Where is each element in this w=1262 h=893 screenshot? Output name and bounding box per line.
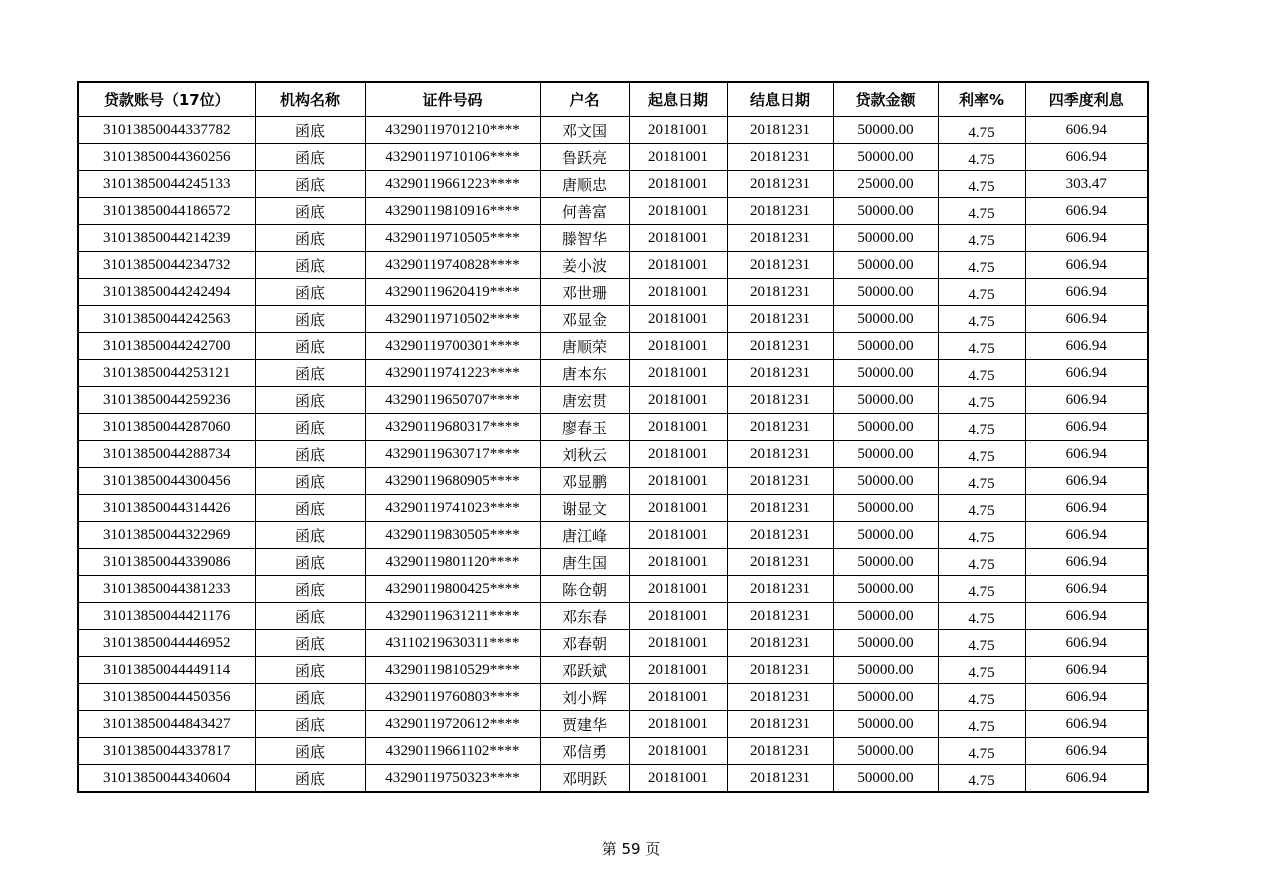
interest-rate-cell — [938, 306, 1025, 333]
loan-amount-cell: 50000.00 — [833, 117, 938, 144]
end-date-cell: 20181231 — [727, 306, 833, 333]
id-number-cell: 43290119800425**** — [365, 576, 540, 603]
interest-rate-cell — [938, 360, 1025, 387]
header-start-date: 起息日期 — [629, 82, 727, 117]
loan-account-cell: 31013850044245133 — [78, 171, 255, 198]
institution-cell: 函底 — [255, 657, 365, 684]
q4-interest-cell: 606.94 — [1025, 630, 1148, 657]
end-date-cell: 20181231 — [727, 387, 833, 414]
account-name-cell: 唐宏贯 — [540, 387, 629, 414]
table-row — [78, 522, 1148, 549]
loan-account-cell: 31013850044450356 — [78, 684, 255, 711]
header-loan-amount: 贷款金额 — [833, 82, 938, 117]
interest-rate-cell — [938, 117, 1025, 144]
interest-rate-cell — [938, 468, 1025, 495]
end-date-cell: 20181231 — [727, 738, 833, 765]
q4-interest-cell: 606.94 — [1025, 684, 1148, 711]
id-number-cell: 43290119631211**** — [365, 603, 540, 630]
q4-interest-cell: 606.94 — [1025, 738, 1148, 765]
table-row — [78, 306, 1148, 333]
q4-interest-cell: 606.94 — [1025, 549, 1148, 576]
account-name-cell: 姜小波 — [540, 252, 629, 279]
start-date-cell: 20181001 — [629, 144, 727, 171]
table-row — [78, 684, 1148, 711]
interest-rate-cell — [938, 387, 1025, 414]
table-row — [78, 441, 1148, 468]
loan-account-cell: 31013850044242494 — [78, 279, 255, 306]
account-name-cell: 刘秋云 — [540, 441, 629, 468]
table-row — [78, 468, 1148, 495]
account-name-cell: 邓显金 — [540, 306, 629, 333]
id-number-cell: 43290119700301**** — [365, 333, 540, 360]
institution-cell: 函底 — [255, 117, 365, 144]
loan-account-cell: 31013850044381233 — [78, 576, 255, 603]
account-name-cell: 唐生国 — [540, 549, 629, 576]
institution-cell: 函底 — [255, 225, 365, 252]
interest-rate-cell — [938, 144, 1025, 171]
id-number-cell: 43290119801120**** — [365, 549, 540, 576]
institution-cell: 函底 — [255, 306, 365, 333]
end-date-cell: 20181231 — [727, 630, 833, 657]
loan-amount-cell: 50000.00 — [833, 306, 938, 333]
id-number-cell: 43290119720612**** — [365, 711, 540, 738]
q4-interest-cell: 606.94 — [1025, 360, 1148, 387]
institution-cell: 函底 — [255, 387, 365, 414]
start-date-cell: 20181001 — [629, 711, 727, 738]
loan-amount-cell: 50000.00 — [833, 144, 938, 171]
account-name-cell: 陈仓朝 — [540, 576, 629, 603]
id-number-cell: 43290119680905**** — [365, 468, 540, 495]
institution-cell: 函底 — [255, 576, 365, 603]
end-date-cell: 20181231 — [727, 414, 833, 441]
loan-interest-table — [77, 81, 1149, 793]
end-date-cell: 20181231 — [727, 576, 833, 603]
id-number-cell: 43290119741223**** — [365, 360, 540, 387]
table-row — [78, 738, 1148, 765]
table-row — [78, 225, 1148, 252]
start-date-cell: 20181001 — [629, 495, 727, 522]
interest-rate-cell — [938, 414, 1025, 441]
page-number: 第 59 页 — [601, 840, 661, 858]
end-date-cell: 20181231 — [727, 360, 833, 387]
interest-rate-cell — [938, 711, 1025, 738]
loan-account-cell: 31013850044322969 — [78, 522, 255, 549]
end-date-cell: 20181231 — [727, 225, 833, 252]
end-date-cell: 20181231 — [727, 684, 833, 711]
end-date-cell: 20181231 — [727, 765, 833, 793]
interest-rate-value: 4.75 — [968, 259, 995, 276]
start-date-cell: 20181001 — [629, 387, 727, 414]
q4-interest-cell: 606.94 — [1025, 576, 1148, 603]
table-body — [78, 117, 1148, 793]
interest-rate-value: 4.75 — [968, 151, 995, 168]
account-name-cell: 邓春朝 — [540, 630, 629, 657]
q4-interest-cell: 606.94 — [1025, 657, 1148, 684]
id-number-cell: 43290119701210**** — [365, 117, 540, 144]
loan-account-cell: 31013850044337817 — [78, 738, 255, 765]
header-id-number: 证件号码 — [365, 82, 540, 117]
interest-rate-value: 4.75 — [968, 124, 995, 141]
interest-rate-cell — [938, 549, 1025, 576]
start-date-cell: 20181001 — [629, 306, 727, 333]
start-date-cell: 20181001 — [629, 117, 727, 144]
account-name-cell: 邓明跃 — [540, 765, 629, 793]
interest-rate-value: 4.75 — [968, 610, 995, 627]
start-date-cell: 20181001 — [629, 225, 727, 252]
id-number-cell: 43290119710106**** — [365, 144, 540, 171]
start-date-cell: 20181001 — [629, 630, 727, 657]
account-name-cell: 邓世珊 — [540, 279, 629, 306]
interest-rate-value: 4.75 — [968, 286, 995, 303]
end-date-cell: 20181231 — [727, 603, 833, 630]
table-row — [78, 252, 1148, 279]
interest-rate-value: 4.75 — [968, 367, 995, 384]
table-row — [78, 630, 1148, 657]
q4-interest-cell: 606.94 — [1025, 711, 1148, 738]
start-date-cell: 20181001 — [629, 171, 727, 198]
account-name-cell: 唐江峰 — [540, 522, 629, 549]
interest-rate-cell — [938, 225, 1025, 252]
loan-account-cell: 31013850044360256 — [78, 144, 255, 171]
loan-amount-cell: 50000.00 — [833, 360, 938, 387]
interest-rate-cell — [938, 171, 1025, 198]
institution-cell: 函底 — [255, 630, 365, 657]
loan-account-cell: 31013850044288734 — [78, 441, 255, 468]
id-number-cell: 43290119810529**** — [365, 657, 540, 684]
account-name-cell: 谢显文 — [540, 495, 629, 522]
table-row — [78, 279, 1148, 306]
id-number-cell: 43290119750323**** — [365, 765, 540, 793]
interest-rate-value: 4.75 — [968, 718, 995, 735]
start-date-cell: 20181001 — [629, 333, 727, 360]
institution-cell: 函底 — [255, 738, 365, 765]
interest-rate-cell — [938, 738, 1025, 765]
id-number-cell: 43290119650707**** — [365, 387, 540, 414]
table-row — [78, 495, 1148, 522]
loan-amount-cell: 50000.00 — [833, 441, 938, 468]
loan-account-cell: 31013850044186572 — [78, 198, 255, 225]
end-date-cell: 20181231 — [727, 495, 833, 522]
loan-amount-cell: 50000.00 — [833, 630, 938, 657]
header-end-date: 结息日期 — [727, 82, 833, 117]
institution-cell: 函底 — [255, 495, 365, 522]
loan-account-cell: 31013850044287060 — [78, 414, 255, 441]
account-name-cell: 唐本东 — [540, 360, 629, 387]
id-number-cell: 43290119760803**** — [365, 684, 540, 711]
q4-interest-cell: 606.94 — [1025, 117, 1148, 144]
institution-cell: 函底 — [255, 711, 365, 738]
q4-interest-cell: 606.94 — [1025, 198, 1148, 225]
table-row — [78, 549, 1148, 576]
q4-interest-cell: 606.94 — [1025, 603, 1148, 630]
loan-amount-cell: 50000.00 — [833, 603, 938, 630]
loan-amount-cell: 50000.00 — [833, 225, 938, 252]
loan-amount-cell: 50000.00 — [833, 549, 938, 576]
q4-interest-cell: 606.94 — [1025, 279, 1148, 306]
q4-interest-cell: 606.94 — [1025, 522, 1148, 549]
institution-cell: 函底 — [255, 603, 365, 630]
account-name-cell: 刘小辉 — [540, 684, 629, 711]
end-date-cell: 20181231 — [727, 657, 833, 684]
loan-account-cell: 31013850044339086 — [78, 549, 255, 576]
table-row — [78, 333, 1148, 360]
interest-rate-cell — [938, 765, 1025, 793]
loan-account-cell: 31013850044314426 — [78, 495, 255, 522]
loan-account-cell: 31013850044242700 — [78, 333, 255, 360]
institution-cell: 函底 — [255, 414, 365, 441]
institution-cell: 函底 — [255, 333, 365, 360]
start-date-cell: 20181001 — [629, 738, 727, 765]
interest-rate-value: 4.75 — [968, 340, 995, 357]
loan-amount-cell: 50000.00 — [833, 738, 938, 765]
start-date-cell: 20181001 — [629, 657, 727, 684]
loan-amount-cell: 50000.00 — [833, 495, 938, 522]
start-date-cell: 20181001 — [629, 360, 727, 387]
start-date-cell: 20181001 — [629, 252, 727, 279]
loan-account-cell: 31013850044214239 — [78, 225, 255, 252]
loan-amount-cell: 50000.00 — [833, 468, 938, 495]
interest-rate-value: 4.75 — [968, 691, 995, 708]
institution-cell: 函底 — [255, 684, 365, 711]
header-row — [78, 82, 1148, 117]
end-date-cell: 20181231 — [727, 711, 833, 738]
interest-rate-value: 4.75 — [968, 205, 995, 222]
account-name-cell: 邓东春 — [540, 603, 629, 630]
account-name-cell: 滕智华 — [540, 225, 629, 252]
institution-cell: 函底 — [255, 360, 365, 387]
id-number-cell: 43290119630717**** — [365, 441, 540, 468]
institution-cell: 函底 — [255, 468, 365, 495]
loan-account-cell: 31013850044300456 — [78, 468, 255, 495]
header-loan-account: 贷款账号（17位） — [78, 82, 255, 117]
loan-amount-cell: 50000.00 — [833, 576, 938, 603]
interest-rate-value: 4.75 — [968, 232, 995, 249]
id-number-cell: 43290119661223**** — [365, 171, 540, 198]
start-date-cell: 20181001 — [629, 198, 727, 225]
start-date-cell: 20181001 — [629, 603, 727, 630]
institution-cell: 函底 — [255, 441, 365, 468]
interest-rate-value: 4.75 — [968, 772, 995, 789]
loan-amount-cell: 50000.00 — [833, 198, 938, 225]
loan-amount-cell: 50000.00 — [833, 657, 938, 684]
interest-rate-cell — [938, 684, 1025, 711]
interest-rate-value: 4.75 — [968, 394, 995, 411]
loan-amount-cell: 50000.00 — [833, 711, 938, 738]
institution-cell: 函底 — [255, 549, 365, 576]
table-row — [78, 603, 1148, 630]
interest-rate-value: 4.75 — [968, 178, 995, 195]
id-number-cell: 43290119710505**** — [365, 225, 540, 252]
loan-amount-cell: 50000.00 — [833, 684, 938, 711]
interest-rate-cell — [938, 603, 1025, 630]
loan-account-cell: 31013850044340604 — [78, 765, 255, 793]
table-row — [78, 171, 1148, 198]
interest-rate-value: 4.75 — [968, 664, 995, 681]
interest-rate-cell — [938, 441, 1025, 468]
interest-rate-cell — [938, 279, 1025, 306]
table-row — [78, 387, 1148, 414]
interest-rate-value: 4.75 — [968, 502, 995, 519]
loan-amount-cell: 50000.00 — [833, 414, 938, 441]
account-name-cell: 邓文国 — [540, 117, 629, 144]
loan-account-cell: 31013850044421176 — [78, 603, 255, 630]
start-date-cell: 20181001 — [629, 441, 727, 468]
loan-account-cell: 31013850044449114 — [78, 657, 255, 684]
interest-rate-cell — [938, 252, 1025, 279]
institution-cell: 函底 — [255, 171, 365, 198]
loan-amount-cell: 50000.00 — [833, 279, 938, 306]
q4-interest-cell: 606.94 — [1025, 225, 1148, 252]
loan-account-cell: 31013850044234732 — [78, 252, 255, 279]
account-name-cell: 邓信勇 — [540, 738, 629, 765]
q4-interest-cell: 606.94 — [1025, 387, 1148, 414]
institution-cell: 函底 — [255, 198, 365, 225]
table-row — [78, 117, 1148, 144]
loan-account-cell: 31013850044242563 — [78, 306, 255, 333]
id-number-cell: 43290119680317**** — [365, 414, 540, 441]
q4-interest-cell: 606.94 — [1025, 144, 1148, 171]
interest-rate-cell — [938, 576, 1025, 603]
loan-account-cell: 31013850044843427 — [78, 711, 255, 738]
start-date-cell: 20181001 — [629, 549, 727, 576]
id-number-cell: 43290119710502**** — [365, 306, 540, 333]
account-name-cell: 何善富 — [540, 198, 629, 225]
end-date-cell: 20181231 — [727, 117, 833, 144]
start-date-cell: 20181001 — [629, 522, 727, 549]
end-date-cell: 20181231 — [727, 198, 833, 225]
account-name-cell: 贾建华 — [540, 711, 629, 738]
id-number-cell: 43290119740828**** — [365, 252, 540, 279]
q4-interest-cell: 606.94 — [1025, 495, 1148, 522]
start-date-cell: 20181001 — [629, 414, 727, 441]
end-date-cell: 20181231 — [727, 468, 833, 495]
interest-rate-value: 4.75 — [968, 745, 995, 762]
id-number-cell: 43290119741023**** — [365, 495, 540, 522]
interest-rate-cell — [938, 630, 1025, 657]
interest-rate-value: 4.75 — [968, 583, 995, 600]
loan-amount-cell: 50000.00 — [833, 252, 938, 279]
q4-interest-cell: 606.94 — [1025, 441, 1148, 468]
interest-rate-value: 4.75 — [968, 475, 995, 492]
q4-interest-cell: 606.94 — [1025, 252, 1148, 279]
table-row — [78, 360, 1148, 387]
id-number-cell: 43290119620419**** — [365, 279, 540, 306]
loan-account-cell: 31013850044253121 — [78, 360, 255, 387]
table-row — [78, 414, 1148, 441]
interest-rate-value: 4.75 — [968, 556, 995, 573]
loan-amount-cell: 50000.00 — [833, 387, 938, 414]
account-name-cell: 鲁跃亮 — [540, 144, 629, 171]
end-date-cell: 20181231 — [727, 549, 833, 576]
interest-rate-value: 4.75 — [968, 637, 995, 654]
interest-rate-cell — [938, 522, 1025, 549]
account-name-cell: 廖春玉 — [540, 414, 629, 441]
loan-amount-cell: 50000.00 — [833, 765, 938, 793]
q4-interest-cell: 606.94 — [1025, 414, 1148, 441]
account-name-cell: 邓跃斌 — [540, 657, 629, 684]
q4-interest-cell: 606.94 — [1025, 333, 1148, 360]
interest-rate-cell — [938, 333, 1025, 360]
end-date-cell: 20181231 — [727, 252, 833, 279]
interest-rate-cell — [938, 198, 1025, 225]
start-date-cell: 20181001 — [629, 468, 727, 495]
id-number-cell: 43290119810916**** — [365, 198, 540, 225]
institution-cell: 函底 — [255, 279, 365, 306]
interest-rate-value: 4.75 — [968, 448, 995, 465]
id-number-cell: 43290119661102**** — [365, 738, 540, 765]
interest-rate-value: 4.75 — [968, 313, 995, 330]
account-name-cell: 唐顺忠 — [540, 171, 629, 198]
header-account-name: 户名 — [540, 82, 629, 117]
start-date-cell: 20181001 — [629, 684, 727, 711]
end-date-cell: 20181231 — [727, 522, 833, 549]
end-date-cell: 20181231 — [727, 171, 833, 198]
loan-amount-cell: 25000.00 — [833, 171, 938, 198]
q4-interest-cell: 606.94 — [1025, 306, 1148, 333]
loan-amount-cell: 50000.00 — [833, 522, 938, 549]
table-row — [78, 198, 1148, 225]
id-number-cell: 43290119830505**** — [365, 522, 540, 549]
table-row — [78, 765, 1148, 793]
interest-rate-value: 4.75 — [968, 529, 995, 546]
loan-account-cell: 31013850044337782 — [78, 117, 255, 144]
institution-cell: 函底 — [255, 765, 365, 793]
table-row — [78, 711, 1148, 738]
account-name-cell: 唐顺荣 — [540, 333, 629, 360]
account-name-cell: 邓显鹏 — [540, 468, 629, 495]
institution-cell: 函底 — [255, 144, 365, 171]
q4-interest-cell: 303.47 — [1025, 171, 1148, 198]
header-institution: 机构名称 — [255, 82, 365, 117]
end-date-cell: 20181231 — [727, 333, 833, 360]
interest-rate-value: 4.75 — [968, 421, 995, 438]
start-date-cell: 20181001 — [629, 576, 727, 603]
end-date-cell: 20181231 — [727, 144, 833, 171]
start-date-cell: 20181001 — [629, 279, 727, 306]
loan-account-cell: 31013850044446952 — [78, 630, 255, 657]
header-q4-interest: 四季度利息 — [1025, 82, 1148, 117]
id-number-cell: 43110219630311**** — [365, 630, 540, 657]
table-row — [78, 144, 1148, 171]
q4-interest-cell: 606.94 — [1025, 765, 1148, 793]
institution-cell: 函底 — [255, 252, 365, 279]
end-date-cell: 20181231 — [727, 279, 833, 306]
loan-account-cell: 31013850044259236 — [78, 387, 255, 414]
institution-cell: 函底 — [255, 522, 365, 549]
interest-rate-cell — [938, 657, 1025, 684]
header-interest-rate: 利率% — [938, 82, 1025, 117]
start-date-cell: 20181001 — [629, 765, 727, 793]
loan-amount-cell: 50000.00 — [833, 333, 938, 360]
table-row — [78, 576, 1148, 603]
end-date-cell: 20181231 — [727, 441, 833, 468]
table-row — [78, 657, 1148, 684]
interest-rate-cell — [938, 495, 1025, 522]
q4-interest-cell: 606.94 — [1025, 468, 1148, 495]
